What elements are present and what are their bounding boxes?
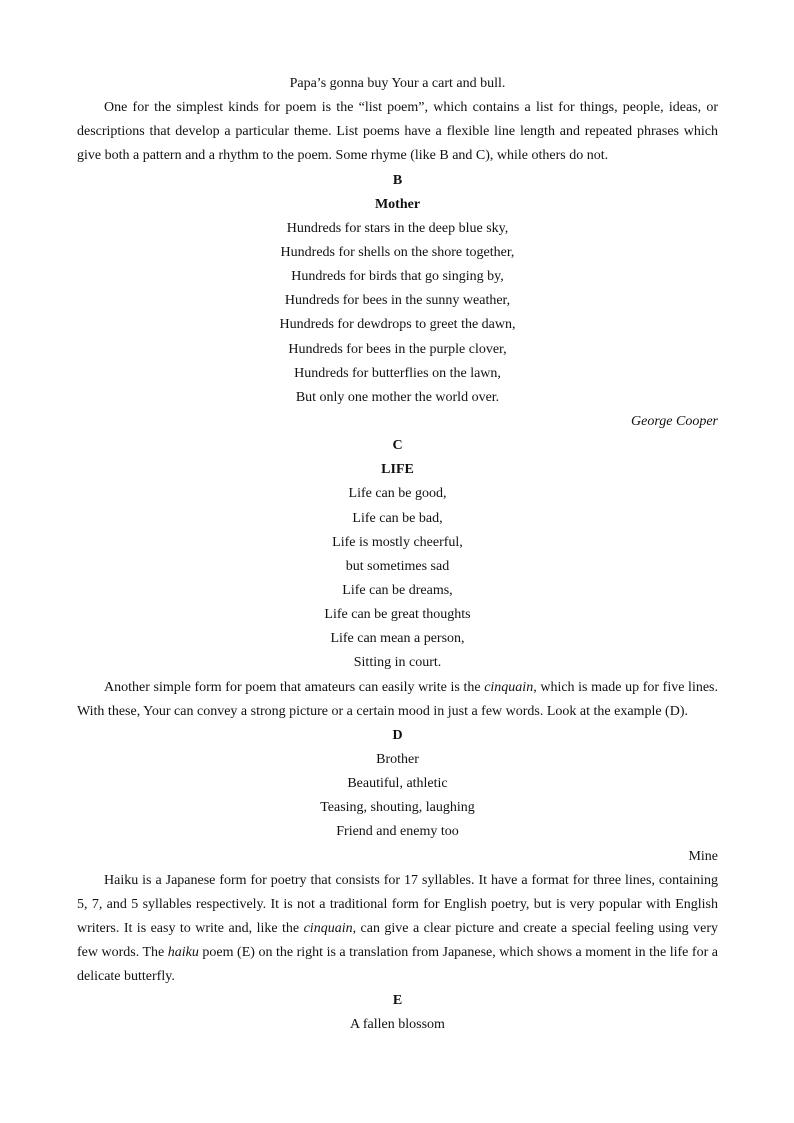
poem-b-line: Hundreds for butterflies on the lawn, bbox=[294, 365, 501, 381]
haiku-paragraph-line-3 bbox=[77, 917, 718, 941]
poem-c-line: but sometimes sad bbox=[345, 558, 450, 574]
list-poem-paragraph-line-3: give both a pattern and a rhythm to the poem. Some rhyme (like B and C), while others do not. bbox=[77, 148, 609, 164]
poem-c-label: C bbox=[392, 438, 403, 454]
poem-c-title: LIFE bbox=[381, 462, 414, 478]
poem-c-line: Life can be great thoughts bbox=[324, 607, 471, 623]
poem-b-line: Hundreds for shells on the shore together, bbox=[280, 244, 515, 260]
poem-d-line: Teasing, shouting, laughing bbox=[320, 800, 475, 816]
poem-d-line: Brother bbox=[376, 751, 419, 767]
poem-c-line: Sitting in court. bbox=[353, 655, 442, 671]
poem-c-line: Life is mostly cheerful, bbox=[332, 534, 463, 550]
poem-b-line: Hundreds for stars in the deep blue sky, bbox=[286, 220, 509, 236]
poem-b-line: Hundreds for dewdrops to greet the dawn, bbox=[279, 317, 516, 333]
poem-c-line: Life can be bad, bbox=[352, 510, 443, 526]
haiku-paragraph-line-4 bbox=[77, 941, 718, 965]
poem-c-line: Life can be dreams, bbox=[342, 582, 453, 598]
haiku-paragraph-line-1: Haiku is a Japanese form for poetry that consists for 17 syllables. It have a format for three lines, containing bbox=[104, 872, 718, 888]
cinquain-term: cinquain bbox=[484, 679, 534, 695]
list-poem-paragraph-line-2: descriptions that develop a particular theme. List poems have a flexible line length and repeated phrases which bbox=[77, 124, 718, 140]
poem-d-author: Mine bbox=[688, 848, 718, 864]
poem-b-line: But only one mother the world over. bbox=[295, 389, 500, 405]
haiku-paragraph-text: poem (E) on the right is a translation from Japanese, which shows a moment in the life for a bbox=[198, 945, 718, 961]
cinquain-paragraph-text: Another simple form for poem that amateurs can easily write is the bbox=[104, 679, 485, 695]
poem-d-line: Friend and enemy too bbox=[336, 824, 459, 840]
cinquain-paragraph-text: , which is made up for five lines. bbox=[533, 679, 718, 695]
poem-e-line: A fallen blossom bbox=[350, 1017, 445, 1033]
poem-b-line: Hundreds for bees in the sunny weather, bbox=[284, 293, 511, 309]
poem-b-label: B bbox=[392, 172, 403, 188]
poem-e-label: E bbox=[392, 993, 403, 1009]
haiku-paragraph-text: , can give a clear picture and create a special feeling using very bbox=[352, 920, 718, 936]
poem-b-line: Hundreds for birds that go singing by, bbox=[291, 269, 504, 285]
poem-b-line: Hundreds for bees in the purple clover, bbox=[288, 341, 507, 357]
list-poem-paragraph-line-1: One for the simplest kinds for poem is the “list poem”, which contains a list for things, people, ideas, or bbox=[104, 100, 718, 116]
haiku-paragraph-text: writers. It is easy to write and, like the bbox=[77, 920, 304, 936]
cinquain-paragraph-line-1 bbox=[77, 676, 718, 700]
poem-c-line: Life can be good, bbox=[348, 486, 447, 502]
poem-d-line: Beautiful, athletic bbox=[347, 776, 448, 792]
document-page bbox=[77, 72, 718, 1038]
haiku-paragraph-text: few words. The bbox=[77, 945, 168, 961]
cinquain-paragraph-line-2: With these, Your can convey a strong picture or a certain mood in just a few words. Look at the example (D). bbox=[77, 703, 688, 719]
haiku-term: haiku bbox=[167, 945, 199, 961]
haiku-paragraph-line-2: 5, 7, and 5 syllables respectively. It is not a traditional form for English poetry, but is very popular with English bbox=[77, 896, 718, 912]
poem-d-label: D bbox=[392, 727, 403, 743]
cinquain-term: cinquain bbox=[303, 920, 353, 936]
poem-b-author: George Cooper bbox=[631, 413, 718, 429]
haiku-paragraph-line-5: delicate butterfly. bbox=[77, 969, 175, 985]
poem-a-last-line: Papa’s gonna buy Your a cart and bull. bbox=[289, 76, 506, 91]
poem-b-title: Mother bbox=[374, 196, 421, 212]
poem-c-line: Life can mean a person, bbox=[330, 631, 465, 647]
